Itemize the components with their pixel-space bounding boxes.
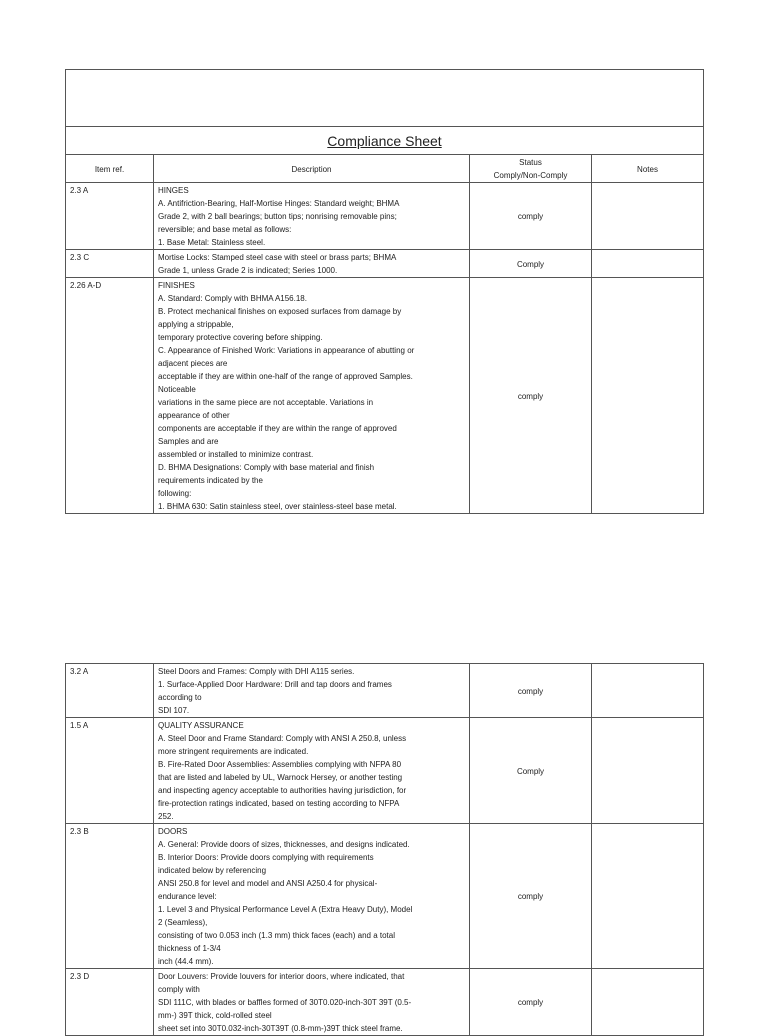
header-row: [66, 155, 704, 183]
description-line: C. Appearance of Finished Work: Variations in appearance of abutting or: [158, 346, 415, 355]
item-ref-cell: 1.5 A: [66, 718, 154, 824]
description-line: Steel Doors and Frames: Comply with DHI A115 series.: [158, 667, 355, 676]
description-line: Noticeable: [158, 385, 196, 394]
status-cell: comply: [470, 969, 592, 1036]
description-line: QUALITY ASSURANCE: [158, 721, 244, 730]
description-line: 2 (Seamless),: [158, 918, 208, 927]
description-cell: [154, 969, 470, 1036]
description-line: DOORS: [158, 827, 188, 836]
description-line: endurance level:: [158, 892, 217, 901]
header-status: [470, 155, 592, 183]
status-cell: Comply: [470, 718, 592, 824]
description-line: 1. BHMA 630: Satin stainless steel, over stainless-steel base metal.: [158, 502, 397, 511]
item-ref-cell: 2.3 B: [66, 824, 154, 969]
table-row: [66, 824, 704, 969]
description-line: SDI 107.: [158, 706, 190, 715]
description-cell: [154, 664, 470, 718]
item-ref-cell: 2.3 D: [66, 969, 154, 1036]
description-line: thickness of 1-3/4: [158, 944, 221, 953]
description-line: Grade 2, with 2 ball bearings; button tips; nonrising removable pins;: [158, 212, 397, 221]
header-status-line2: Comply/Non-Comply: [493, 171, 568, 180]
status-cell: comply: [470, 183, 592, 250]
item-ref-cell: 2.3 A: [66, 183, 154, 250]
status-cell: comply: [470, 664, 592, 718]
description-line: Mortise Locks: Stamped steel case with steel or brass parts; BHMA: [158, 253, 397, 262]
description-line: indicated below by referencing: [158, 866, 267, 875]
description-line: requirements indicated by the: [158, 476, 263, 485]
description-line: comply with: [158, 985, 200, 994]
description-line: Grade 1, unless Grade 2 is indicated; Series 1000.: [158, 266, 338, 275]
description-line: B. Fire-Rated Door Assemblies: Assemblies complying with NFPA 80: [158, 760, 402, 769]
description-line: B. Interior Doors: Provide doors complying with requirements: [158, 853, 374, 862]
description-line: 252.: [158, 812, 174, 821]
description-line: HINGES: [158, 186, 189, 195]
description-line: components are acceptable if they are within the range of approved: [158, 424, 397, 433]
description-line: more stringent requirements are indicated.: [158, 747, 309, 756]
table-row: [66, 183, 704, 250]
description-cell: [154, 278, 470, 514]
description-line: 1. Surface-Applied Door Hardware: Drill and tap doors and frames: [158, 680, 392, 689]
blank-header-cell: [66, 70, 704, 127]
description-line: Door Louvers: Provide louvers for interior doors, where indicated, that: [158, 972, 405, 981]
table-row: [66, 969, 704, 1036]
compliance-sheet-table-1: [65, 69, 703, 514]
notes-cell: [592, 278, 704, 514]
description-line: according to: [158, 693, 202, 702]
header-item-ref: Item ref.: [66, 155, 154, 183]
notes-cell: [592, 824, 704, 969]
notes-cell: [592, 718, 704, 824]
description-line: B. Protect mechanical finishes on exposed surfaces from damage by: [158, 307, 402, 316]
status-cell: Comply: [470, 250, 592, 278]
description-line: A. Standard: Comply with BHMA A156.18.: [158, 294, 307, 303]
notes-cell: [592, 250, 704, 278]
description-line: consisting of two 0.053 inch (1.3 mm) thick faces (each) and a total: [158, 931, 396, 940]
compliance-sheet-table-2: [65, 663, 703, 1036]
header-status-line1: Status: [519, 158, 542, 167]
item-ref-cell: 3.2 A: [66, 664, 154, 718]
description-line: ANSI 250.8 for level and model and ANSI A250.4 for physical-: [158, 879, 378, 888]
description-line: inch (44.4 mm).: [158, 957, 214, 966]
description-line: and inspecting agency acceptable to authorities having jurisdiction, for: [158, 786, 407, 795]
status-cell: comply: [470, 278, 592, 514]
description-line: A. Steel Door and Frame Standard: Comply with ANSI A 250.8, unless: [158, 734, 407, 743]
description-line: SDI 111C, with blades or baffles formed of 30T0.020-inch-30T 39T (0.5-: [158, 998, 412, 1007]
status-cell: comply: [470, 824, 592, 969]
description-line: 1. Level 3 and Physical Performance Level A (Extra Heavy Duty), Model: [158, 905, 413, 914]
description-line: variations in the same piece are not acceptable. Variations in: [158, 398, 374, 407]
description-line: following:: [158, 489, 192, 498]
description-line: reversible; and base metal as follows:: [158, 225, 292, 234]
description-line: that are listed and labeled by UL, Warnock Hersey, or another testing: [158, 773, 403, 782]
table-row: [66, 278, 704, 514]
notes-cell: [592, 969, 704, 1036]
table-row: [66, 250, 704, 278]
description-cell: [154, 183, 470, 250]
description-cell: [154, 718, 470, 824]
description-line: appearance of other: [158, 411, 230, 420]
table-row: [66, 718, 704, 824]
description-line: mm-) 39T thick, cold-rolled steel: [158, 1011, 272, 1020]
description-line: fire-protection ratings indicated, based on testing according to NFPA: [158, 799, 400, 808]
description-line: Samples and are: [158, 437, 219, 446]
description-cell: [154, 250, 470, 278]
description-line: sheet set into 30T0.032-inch-30T39T (0.8-mm-)39T thick steel frame.: [158, 1024, 403, 1033]
header-description: Description: [154, 155, 470, 183]
item-ref-cell: 2.26 A-D: [66, 278, 154, 514]
notes-cell: [592, 183, 704, 250]
description-line: temporary protective covering before shipping.: [158, 333, 323, 342]
description-line: FINISHES: [158, 281, 195, 290]
description-line: acceptable if they are within one-half of the range of approved Samples.: [158, 372, 413, 381]
description-line: D. BHMA Designations: Comply with base material and finish: [158, 463, 375, 472]
table-row: [66, 664, 704, 718]
description-cell: [154, 824, 470, 969]
notes-cell: [592, 664, 704, 718]
header-notes: Notes: [592, 155, 704, 183]
description-line: assembled or installed to minimize contrast.: [158, 450, 314, 459]
description-line: 1. Base Metal: Stainless steel.: [158, 238, 266, 247]
description-line: A. General: Provide doors of sizes, thicknesses, and designs indicated.: [158, 840, 410, 849]
sheet-title: Compliance Sheet: [66, 127, 704, 155]
item-ref-cell: 2.3 C: [66, 250, 154, 278]
description-line: applying a strippable,: [158, 320, 234, 329]
description-line: A. Antifriction-Bearing, Half-Mortise Hinges: Standard weight; BHMA: [158, 199, 400, 208]
description-line: adjacent pieces are: [158, 359, 228, 368]
